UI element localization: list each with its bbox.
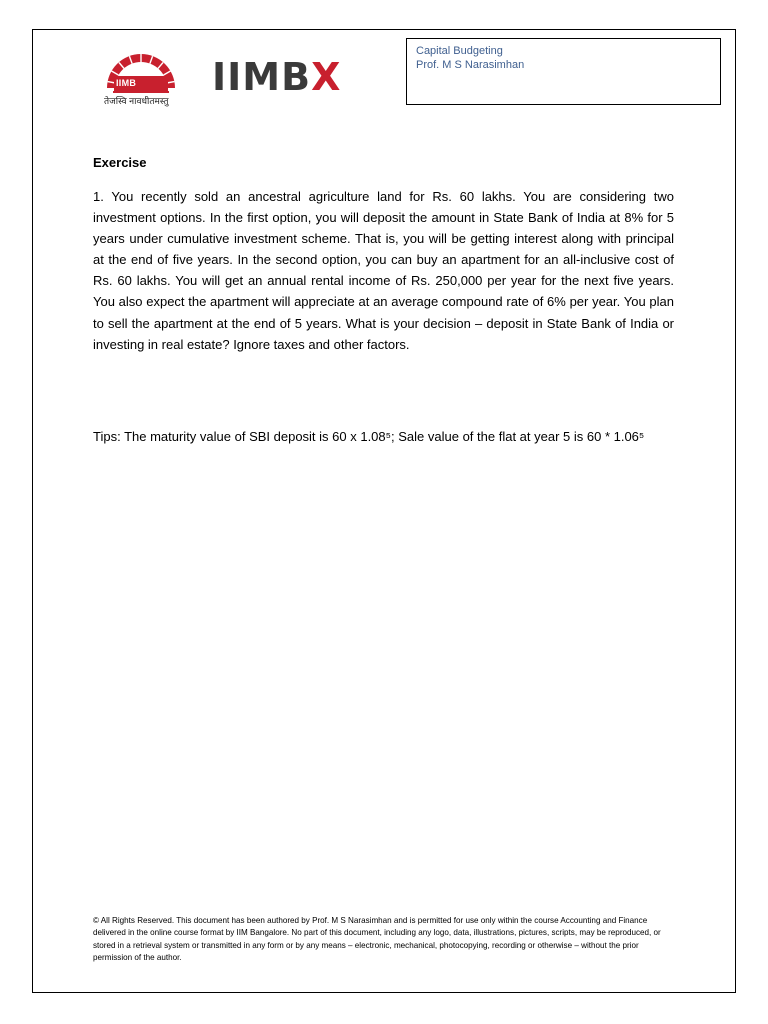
logo-motto: तेजस्वि नावधीतमस्तु [104, 96, 169, 106]
iimbx-logo-dark: IIMB [212, 55, 312, 99]
iimbx-logo [212, 55, 341, 99]
course-header-box [406, 38, 721, 105]
course-title: Capital Budgeting [416, 45, 503, 57]
iimbx-logo-x: X [311, 55, 342, 99]
course-author: Prof. M S Narasimhan [416, 59, 525, 71]
exercise-question: 1. You recently sold an ancestral agriculture land for Rs. 60 lakhs. You are considering two investment options. In the first option, you will deposit the amount in State Bank of India at 8% for 5 years under cumulative investment scheme. That is, you will be getting interest along with principal at the end of five years. In the second option, you can buy an apartment for an all-inclusive cost of Rs. 60 lakhs. You will get an annual rental income of Rs. 250,000 per year for the next five years. You also expect the apartment will appreciate at an average compound rate of 6% per year. You plan to sell the apartment at the end of 5 years. What is your decision – deposit in State Bank of India or investing in real estate? Ignore taxes and other factors. [93, 189, 674, 352]
page-border [32, 29, 736, 993]
exercise-tips: Tips: The maturity value of SBI deposit is 60 x 1.08⁵; Sale value of the flat at year 5 is 60 * 1.06⁵ [93, 429, 645, 444]
copyright-notice: © All Rights Reserved. This document has been authored by Prof. M S Narasimhan and is permitted for use only within the course Accounting and Finance delivered in the online course format by IIM Bangalore. No part of this document, including any logo, data, illustrations, pictures, scripts, may be reproduced, or stored in a retrieval system or transmitted in any form or by any means – electronic, mechanical, photocopying, recording or otherwise – without the prior permission of the author. [93, 916, 661, 962]
exercise-heading: Exercise [93, 155, 147, 170]
iimb-logo-text: IIMB [116, 78, 137, 88]
